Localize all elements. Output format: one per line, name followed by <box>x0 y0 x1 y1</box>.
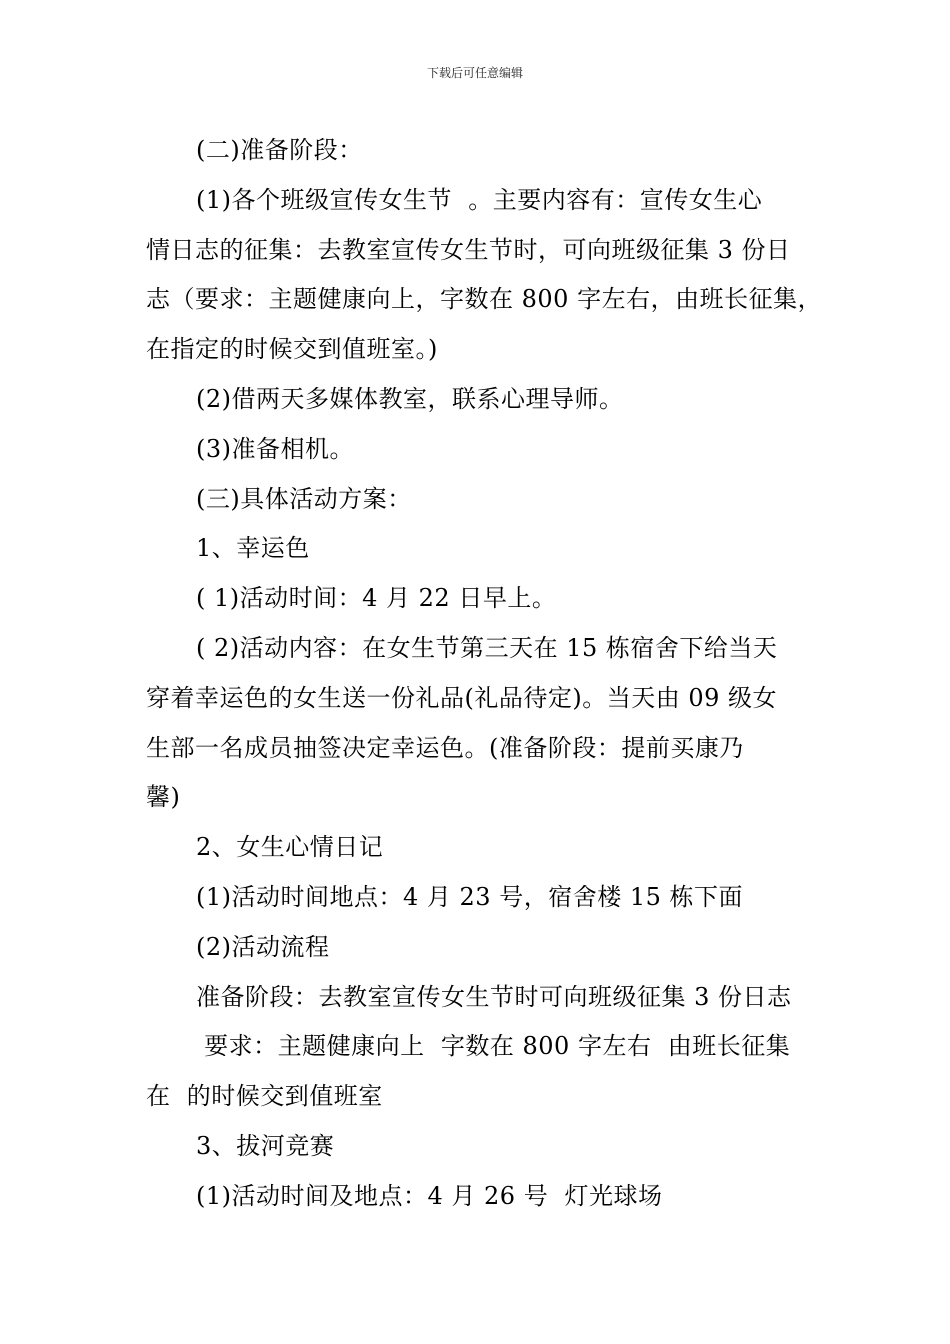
paragraph-line: 准备阶段：去教室宣传女生节时可向班级征集 3 份日志 <box>196 982 792 1011</box>
document-body <box>146 126 823 1222</box>
paragraph-line: ( 1)活动时间：4 月 22 日早上。 <box>196 584 557 613</box>
subsection-heading: 2、女生心情日记 <box>196 833 384 862</box>
paragraph-line: 在 的时候交到值班室 <box>146 1082 383 1111</box>
paragraph-line: 生部一名成员抽签决定幸运色。(准备阶段：提前买康乃 <box>146 733 744 762</box>
paragraph-line: (1)各个班级宣传女生节 。主要内容有：宣传女生心 <box>196 185 763 214</box>
page-header: 下载后可任意编辑 <box>426 66 523 80</box>
paragraph-line: (1)活动时间及地点：4 月 26 号 灯光球场 <box>196 1181 663 1210</box>
paragraph-line: 志（要求：主题健康向上，字数在 800 字左右，由班长征集， <box>146 285 823 314</box>
paragraph-line: 穿着幸运色的女生送一份礼品(礼品待定)。当天由 09 级女 <box>146 683 778 712</box>
paragraph-line: (2)活动流程 <box>196 932 330 961</box>
paragraph-line: (二)准备阶段： <box>196 136 363 164</box>
subsection-heading: 3、拔河竞赛 <box>196 1131 335 1160</box>
section-heading: (三)具体活动方案： <box>196 484 412 513</box>
paragraph-line: 情日志的征集：去教室宣传女生节时，可向班级征集 3 份日 <box>146 235 791 264</box>
paragraph-line: 要求：主题健康向上 字数在 800 字左右 由班长征集 <box>196 1032 791 1061</box>
paragraph-line: 在指定的时候交到值班室。) <box>146 335 438 364</box>
paragraph-line: (2)借两天多媒体教室，联系心理导师。 <box>196 384 624 413</box>
subsection-heading: 1、幸运色 <box>196 534 310 563</box>
paragraph-line: 馨) <box>146 783 181 812</box>
paragraph-line: (1)活动时间地点：4 月 23 号，宿舍楼 15 栋下面 <box>196 882 743 911</box>
paragraph-line: (3)准备相机。 <box>196 434 354 463</box>
paragraph-line: ( 2)活动内容：在女生节第三天在 15 栋宿舍下给当天 <box>196 633 778 662</box>
